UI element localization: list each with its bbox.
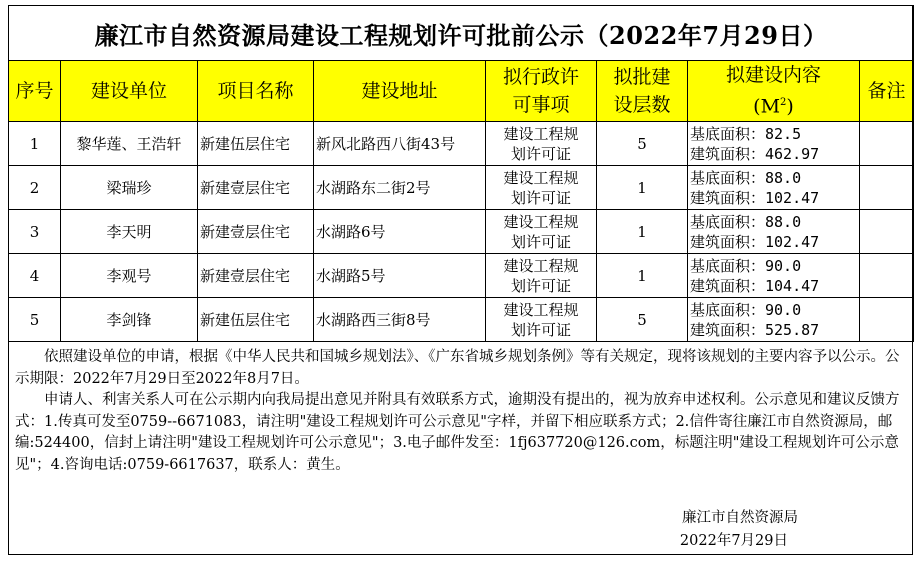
cell-unit: 黎华莲、王浩轩: [61, 122, 198, 166]
header-matter: [486, 61, 597, 122]
header-remark: 备注: [860, 61, 914, 122]
header-matter-line1: 拟行政许: [502, 66, 579, 88]
cell-seq: 4: [9, 254, 61, 298]
cell-seq: 5: [9, 298, 61, 342]
cell-floors: 1: [597, 166, 688, 210]
cell-build-area: 建筑面积：525.87: [690, 320, 820, 339]
cell-build-area: 建筑面积：102.47: [690, 232, 820, 251]
cell-matter: [486, 210, 597, 254]
cell-unit: 李剑锋: [61, 298, 198, 342]
cell-project: 新建壹层住宅: [198, 166, 314, 210]
cell-floors: 1: [597, 254, 688, 298]
cell-base-area: 基底面积：90.0: [690, 300, 802, 319]
cell-unit: 李观号: [61, 254, 198, 298]
cell-content: [688, 122, 860, 166]
table-row: [9, 254, 914, 298]
table-row: [9, 166, 914, 210]
cell-remark: [860, 298, 914, 342]
cell-seq: 3: [9, 210, 61, 254]
header-address: 建设地址: [314, 61, 486, 122]
cell-base-area: 基底面积：88.0: [690, 168, 802, 187]
cell-remark: [860, 254, 914, 298]
cell-remark: [860, 210, 914, 254]
cell-matter-line2: 划许可证: [510, 232, 571, 251]
cell-address: 水湖路5号: [314, 254, 486, 298]
issuer-name: 廉江市自然资源局: [682, 510, 798, 526]
cell-matter: [486, 254, 597, 298]
header-project: 项目名称: [198, 61, 314, 122]
notice-paragraph-2: 申请人、利害关系人可在公示期内向我局提出意见并附具有效联系方式，逾期没有提出的，视为放弃申述权利。公示意见和建议反馈方式：1.传真可发至0759--6671083，请注明"建设工程规划许可公示意见"字样，并留下相应联系方式；2.信件寄往廉江市自然资源局，邮编:524400，信封上请注明"建设工程规划许可公示意见"；3.电子邮件发至：1fj637720@126.com，标题注明"建设工程规划许可公示意见"；4.咨询电话:0759-6617637，联系人：黄生。: [15, 392, 900, 473]
cell-seq: 1: [9, 122, 61, 166]
cell-matter: [486, 166, 597, 210]
cell-project: 新建壹层住宅: [198, 254, 314, 298]
cell-address: 水湖路6号: [314, 210, 486, 254]
cell-address: 水湖路东二街2号: [314, 166, 486, 210]
issue-date: 2022年7月29日: [679, 533, 788, 549]
cell-matter: [486, 298, 597, 342]
table-row: [9, 122, 914, 166]
header-floors-line2: 设层数: [613, 94, 671, 116]
cell-project: 新建壹层住宅: [198, 210, 314, 254]
cell-address: 新风北路西八街43号: [314, 122, 486, 166]
cell-matter-line1: 建设工程规: [503, 212, 579, 231]
cell-base-area: 基底面积：82.5: [690, 124, 802, 143]
header-floors: [597, 61, 688, 122]
cell-address: 水湖路西三街8号: [314, 298, 486, 342]
publicity-table: [8, 5, 914, 342]
cell-matter-line2: 划许可证: [510, 144, 571, 163]
cell-content: [688, 254, 860, 298]
cell-matter-line1: 建设工程规: [503, 300, 579, 319]
table-body: [9, 122, 914, 342]
notice-paragraph-1: 依照建设单位的申请，根据《中华人民共和国城乡规划法》、《广东省城乡规划条例》等有关规定，现将该规划的主要内容予以公示。公示期限：2022年7月29日至2022年8月7日。: [15, 349, 900, 387]
cell-matter-line2: 划许可证: [510, 276, 571, 295]
header-matter-line2: 可事项: [512, 94, 570, 116]
cell-unit: 李天明: [61, 210, 198, 254]
cell-floors: 5: [597, 122, 688, 166]
cell-remark: [860, 122, 914, 166]
cell-matter-line1: 建设工程规: [503, 124, 579, 143]
cell-project: 新建伍层住宅: [198, 298, 314, 342]
cell-matter-line2: 划许可证: [510, 188, 571, 207]
cell-matter: [486, 122, 597, 166]
cell-matter-line2: 划许可证: [510, 320, 571, 339]
table-row: [9, 298, 914, 342]
cell-remark: [860, 166, 914, 210]
header-content-unit: $(M^2)$: [753, 95, 794, 118]
cell-build-area: 建筑面积：462.97: [690, 144, 820, 163]
cell-unit: 梁瑞珍: [61, 166, 198, 210]
cell-seq: 2: [9, 166, 61, 210]
cell-floors: 1: [597, 210, 688, 254]
cell-base-area: 基底面积：88.0: [690, 212, 802, 231]
header-content-line1: 拟建设内容: [725, 64, 821, 87]
cell-build-area: 建筑面积：102.47: [690, 188, 820, 207]
cell-base-area: 基底面积：90.0: [690, 256, 802, 275]
cell-matter-line1: 建设工程规: [503, 256, 579, 275]
cell-content: [688, 210, 860, 254]
header-content: [688, 61, 860, 122]
cell-project: 新建伍层住宅: [198, 122, 314, 166]
cell-content: [688, 298, 860, 342]
cell-floors: 5: [597, 298, 688, 342]
cell-matter-line1: 建设工程规: [503, 168, 579, 187]
header-floors-line1: 拟批建: [613, 66, 671, 88]
cell-build-area: 建筑面积：104.47: [690, 276, 820, 295]
header-row: [9, 61, 914, 122]
page-title: 廉江市自然资源局建设工程规划许可批前公示（2022年7月29日）: [9, 6, 914, 61]
table-row: [9, 210, 914, 254]
header-unit: 建设单位: [61, 61, 198, 122]
header-seq: 序号: [9, 61, 61, 122]
cell-content: [688, 166, 860, 210]
